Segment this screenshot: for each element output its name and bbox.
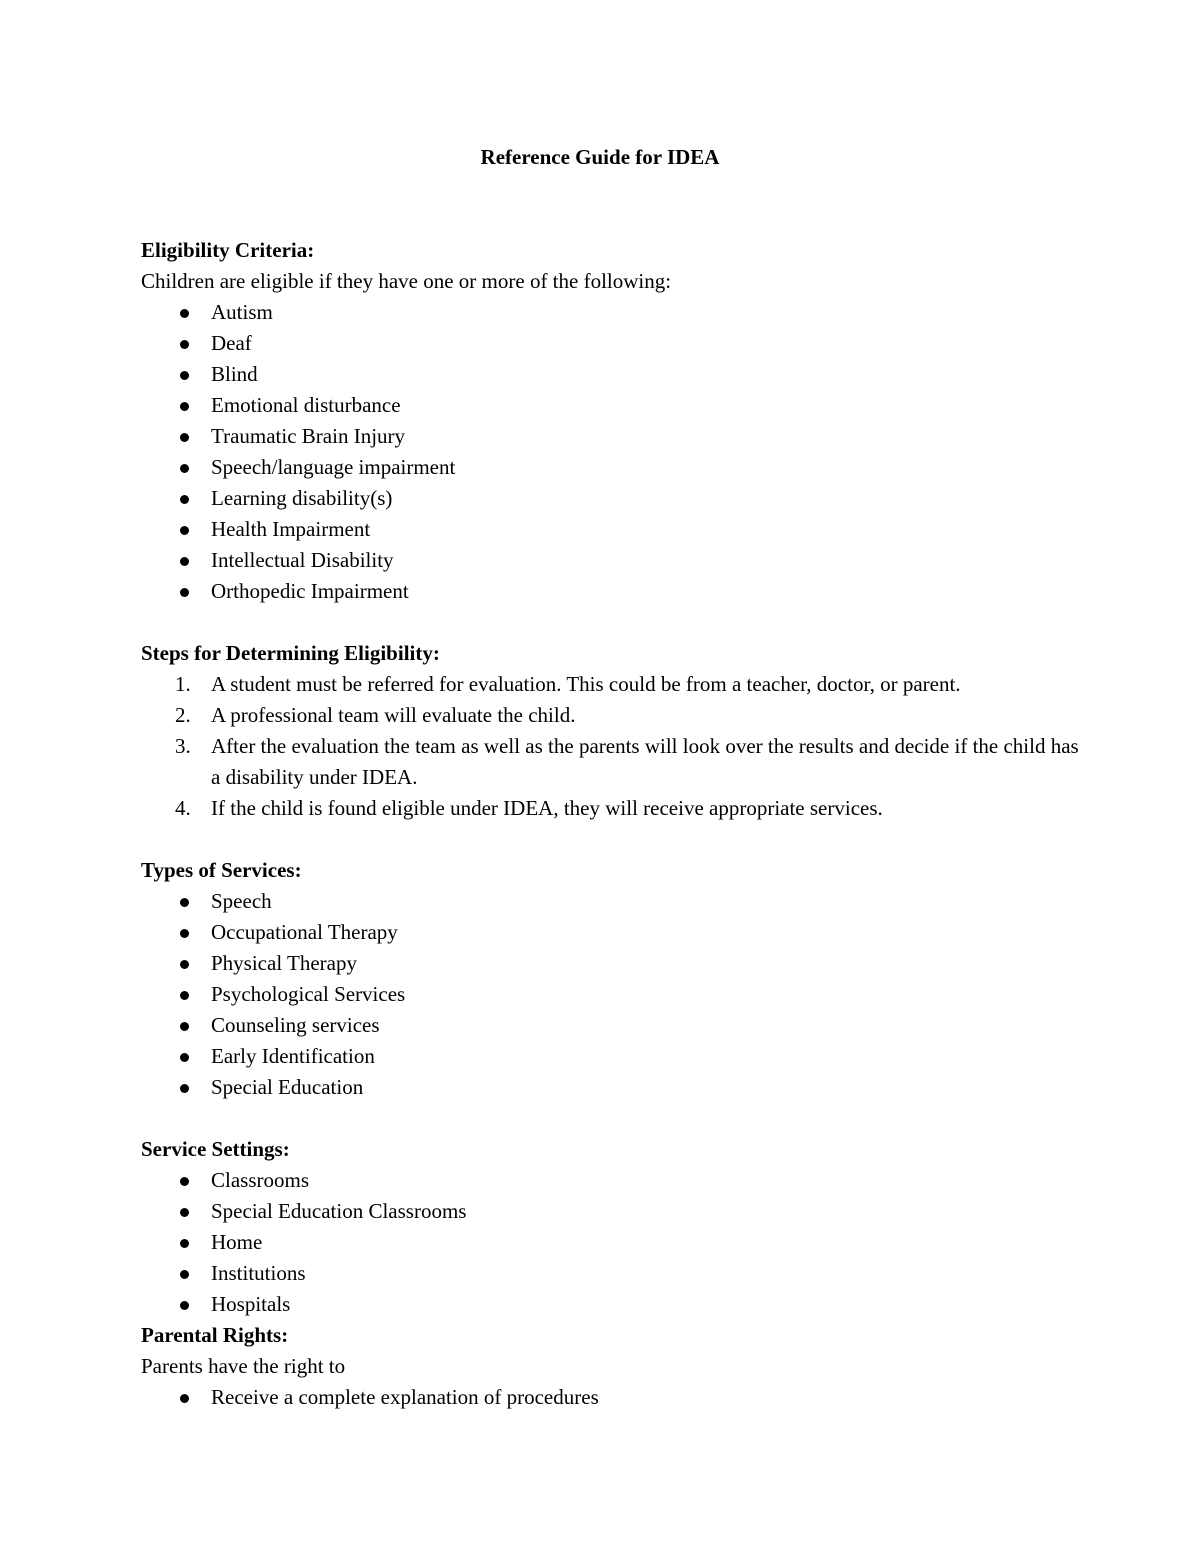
bullet-icon (180, 1270, 189, 1279)
list-item-text: Receive a complete explanation of procedures (211, 1385, 599, 1409)
bullet-icon (180, 1394, 189, 1403)
bullet-icon (180, 960, 189, 969)
list-item-text: Speech/language impairment (211, 455, 456, 479)
bullet-icon (180, 402, 189, 411)
list-item-text: Intellectual Disability (211, 548, 394, 572)
list-item (141, 1165, 1081, 1196)
bullet-icon (180, 1084, 189, 1093)
list-item (141, 1382, 1081, 1413)
list-item (141, 421, 1081, 452)
step-item (141, 669, 1081, 700)
list-item-text: Blind (211, 362, 258, 386)
rights-intro: Parents have the right to (141, 1354, 346, 1378)
list-item (141, 545, 1081, 576)
bullet-icon (180, 588, 189, 597)
list-item-text: Autism (211, 300, 273, 324)
document-title: Reference Guide for IDEA (480, 145, 720, 169)
list-item-text: Occupational Therapy (211, 920, 398, 944)
list-item (141, 576, 1081, 607)
list-item-text: Speech (211, 889, 272, 913)
steps-heading: Steps for Determining Eligibility: (141, 641, 440, 665)
step-text: A professional team will evaluate the child. (211, 703, 576, 727)
list-item-text: Deaf (211, 331, 252, 355)
list-item-text: Emotional disturbance (211, 393, 401, 417)
settings-heading: Service Settings: (141, 1137, 290, 1161)
bullet-icon (180, 991, 189, 1000)
list-item-text: Orthopedic Impairment (211, 579, 409, 603)
list-item-text: Institutions (211, 1261, 306, 1285)
settings-list (141, 1165, 1081, 1320)
rights-heading: Parental Rights: (141, 1323, 289, 1347)
eligibility-intro: Children are eligible if they have one or more of the following: (141, 269, 672, 293)
spacer (141, 824, 1081, 855)
list-item (141, 1258, 1081, 1289)
list-item-text: Learning disability(s) (211, 486, 393, 510)
bullet-icon (180, 340, 189, 349)
list-item (141, 1196, 1081, 1227)
bullet-icon (180, 1053, 189, 1062)
step-item (141, 700, 1081, 731)
bullet-icon (180, 433, 189, 442)
services-list (141, 886, 1081, 1103)
list-item (141, 917, 1081, 948)
list-item-text: Special Education Classrooms (211, 1199, 467, 1223)
eligibility-list (141, 297, 1081, 607)
list-item-text: Early Identification (211, 1044, 375, 1068)
bullet-icon (180, 1301, 189, 1310)
list-item-text: Counseling services (211, 1013, 380, 1037)
bullet-icon (180, 309, 189, 318)
list-item-text: Home (211, 1230, 263, 1254)
list-item (141, 1072, 1081, 1103)
steps-list (141, 669, 1081, 824)
list-item (141, 328, 1081, 359)
list-item (141, 359, 1081, 390)
list-item-text: Hospitals (211, 1292, 291, 1316)
step-text: A student must be referred for evaluation. This could be from a teacher, doctor, or parent. (211, 672, 961, 696)
list-item-text: Health Impairment (211, 517, 371, 541)
rights-section (141, 1320, 1081, 1413)
spacer (141, 1103, 1081, 1134)
bullet-icon (180, 464, 189, 473)
rights-list (141, 1382, 1081, 1413)
step-number: 4. (175, 796, 191, 820)
step-item (141, 731, 1081, 793)
list-item-text: Special Education (211, 1075, 364, 1099)
list-item (141, 979, 1081, 1010)
step-number: 2. (175, 703, 191, 727)
bullet-icon (180, 929, 189, 938)
list-item-text: Physical Therapy (211, 951, 357, 975)
bullet-icon (180, 1177, 189, 1186)
step-text: After the evaluation the team as well as the parents will look over the results and decide if the child has a disability under IDEA. (211, 734, 1079, 789)
bullet-icon (180, 557, 189, 566)
eligibility-section (141, 235, 1081, 607)
step-number: 1. (175, 672, 191, 696)
list-item-text: Psychological Services (211, 982, 406, 1006)
bullet-icon (180, 526, 189, 535)
step-number: 3. (175, 734, 191, 758)
eligibility-heading: Eligibility Criteria: (141, 238, 315, 262)
step-item (141, 793, 1081, 824)
document-body (141, 235, 1081, 1413)
list-item (141, 948, 1081, 979)
list-item-text: Traumatic Brain Injury (211, 424, 406, 448)
list-item (141, 297, 1081, 328)
list-item-text: Classrooms (211, 1168, 310, 1192)
list-item (141, 483, 1081, 514)
list-item (141, 1010, 1081, 1041)
bullet-icon (180, 1208, 189, 1217)
bullet-icon (180, 898, 189, 907)
list-item (141, 390, 1081, 421)
bullet-icon (180, 495, 189, 504)
list-item (141, 886, 1081, 917)
list-item (141, 514, 1081, 545)
bullet-icon (180, 1022, 189, 1031)
steps-section (141, 638, 1081, 824)
bullet-icon (180, 371, 189, 380)
bullet-icon (180, 1239, 189, 1248)
list-item (141, 1041, 1081, 1072)
services-section (141, 855, 1081, 1103)
settings-section (141, 1134, 1081, 1320)
list-item (141, 1289, 1081, 1320)
spacer (141, 607, 1081, 638)
list-item (141, 452, 1081, 483)
step-text: If the child is found eligible under IDEA, they will receive appropriate services. (211, 796, 883, 820)
services-heading: Types of Services: (141, 858, 302, 882)
list-item (141, 1227, 1081, 1258)
